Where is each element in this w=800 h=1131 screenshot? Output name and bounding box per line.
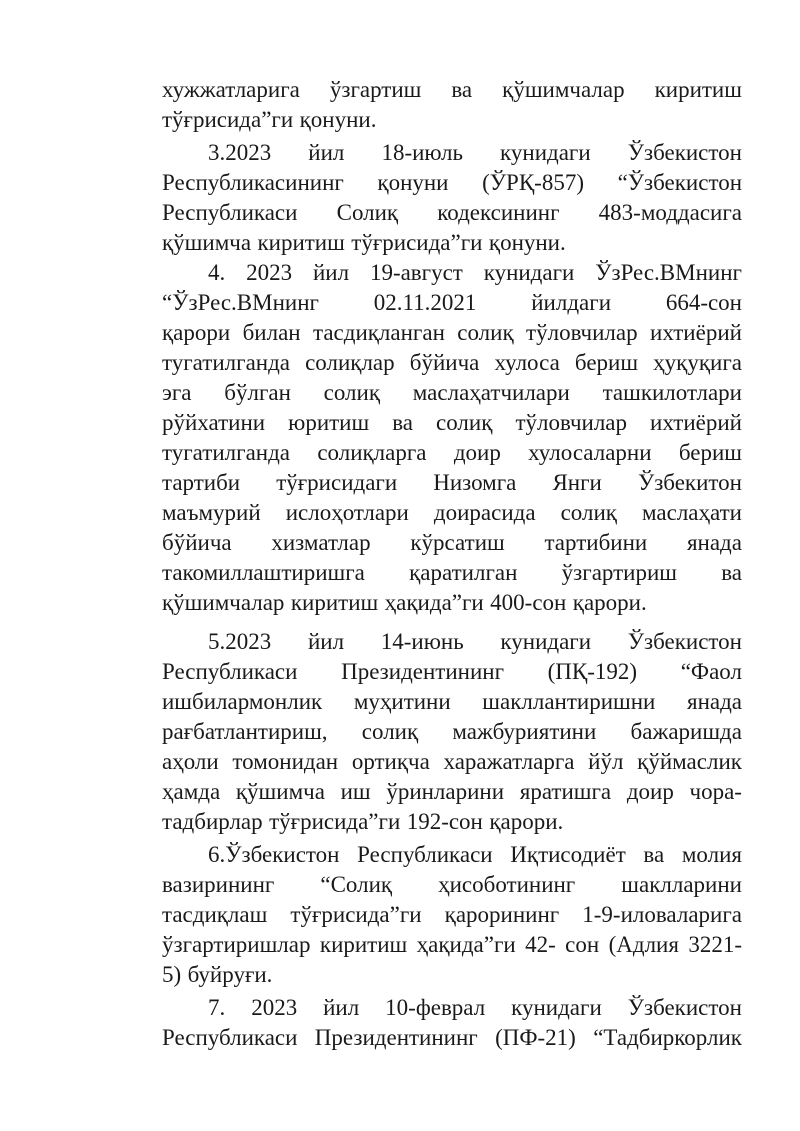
text-line: тугатилганда солиқлар бўйича хулоса бериш ҳуқуқига [162,350,742,375]
text-line: тасдиқлаш тўғрисида”ги қарорининг 1-9-иловаларига [162,902,742,927]
text-line: 5) буйруғи. [162,962,273,987]
text-line: қўшимчалар киритиш ҳақида”ги 400-сон қарори. [162,590,647,615]
text-line: 4. 2023 йил 19-август кунидаги ЎзРес.ВМнинг [208,260,742,285]
text-line: рўйхатини юритиш ва солиқ тўловчилар ихтиёрий [162,410,742,435]
text-line: бўйича хизматлар кўрсатиш тартибини янада [162,530,742,555]
text-line: тўғрисида”ги қонуни. [162,107,377,132]
text-line: 3.2023 йил 18-июль кунидаги Ўзбекистон [208,140,742,165]
text-line: 5.2023 йил 14-июнь кунидаги Ўзбекистон [208,629,742,654]
text-line: Республикаси Солиқ кодексининг 483-моддасига [162,200,742,225]
text-line: тартиби тўғрисидаги Низомга Янги Ўзбекитон [162,470,742,495]
text-line: қўшимча киритиш тўғрисида”ги қонуни. [162,230,566,255]
text-line: такомиллаштиришга қаратилган ўзгартириш ва [162,560,742,585]
text-line: аҳоли томонидан ортиқча харажатларга йўл қўймаслик [162,749,742,774]
text-line: Республикаси Президентининг (ПҚ-192) “Фаол [162,659,742,684]
text-line: тадбирлар тўғрисида”ги 192-сон қарори. [162,809,564,834]
text-line: тугатилганда солиқларга доир хулосаларни бериш [162,440,742,465]
text-line: Республикаси Президентининг (ПФ-21) “Тадбиркорлик [162,1025,742,1050]
text-line: 6.Ўзбекистон Республикаси Иқтисодиёт ва молия [208,842,742,867]
text-line: эга бўлган солиқ маслаҳатчилари ташкилотлари [162,380,742,405]
text-line: ҳамда қўшимча иш ўринларини яратишга доир чора- [162,779,742,804]
text-line: маъмурий ислоҳотлари доирасида солиқ маслаҳати [162,500,742,525]
text-line: хужжатларига ўзгартиш ва қўшимчалар киритиш [162,77,742,102]
text-line: қарори билан тасдиқланган солиқ тўловчилар ихтиёрий [162,320,742,345]
text-line: ўзгартиришлар киритиш ҳақида”ги 42- сон (Адлия 3221- [162,932,742,957]
text-line: вазирининг “Солиқ ҳисоботининг шаклларини [162,872,742,897]
text-line: рағбатлантириш, солиқ мажбуриятини бажаришда [162,719,742,744]
text-line: 7. 2023 йил 10-феврал кунидаги Ўзбекистон [208,995,742,1020]
text-line: “ЎзРес.ВМнинг 02.11.2021 йилдаги 664-сон [162,290,742,315]
text-line: ишбилармонлик муҳитини шакллантиришни янада [162,689,742,714]
text-line: Республикасининг қонуни (ЎРҚ-857) “Ўзбекистон [162,170,742,195]
